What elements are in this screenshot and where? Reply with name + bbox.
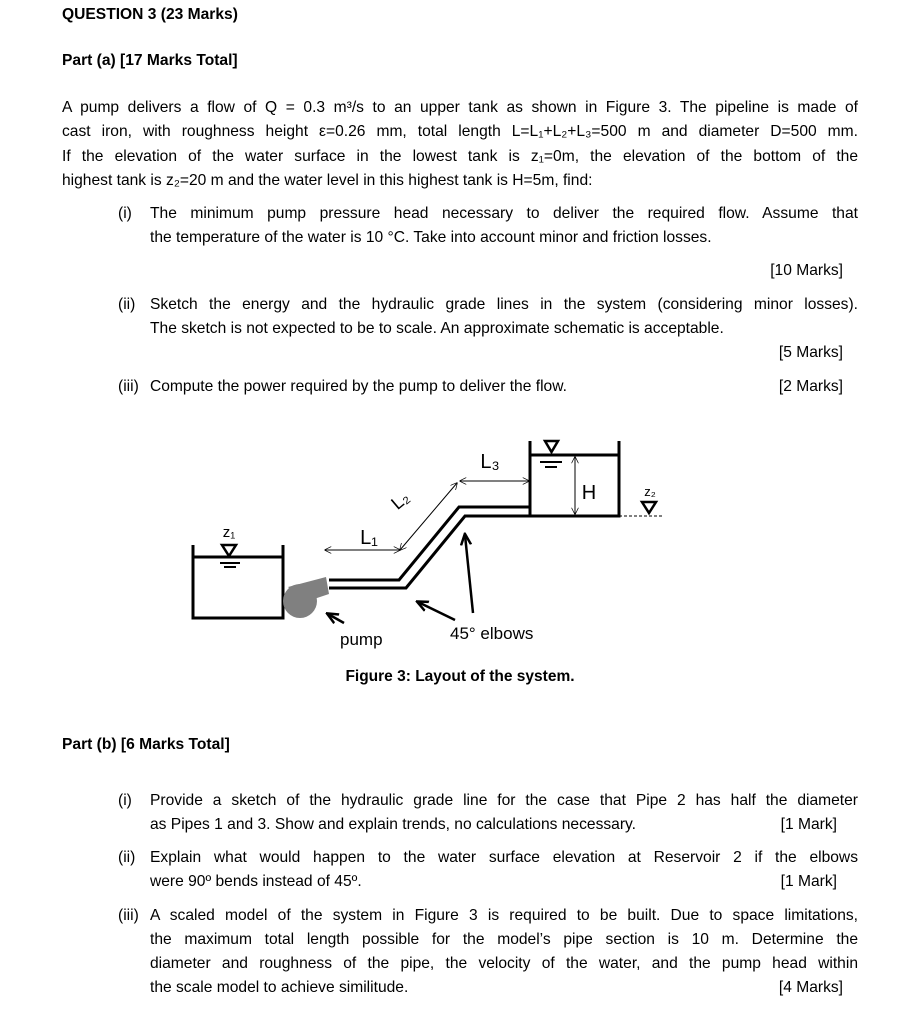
part-a-heading: Part (a) [17 Marks Total] — [62, 52, 238, 69]
intro-line: A pump delivers a flow of Q = 0.3 m³/s to an upper tank as shown in Figure 3. The pipeline is made of — [62, 99, 858, 116]
item-text: A scaled model of the system in Figure 3 is required to be built. Due to space limitations, — [150, 907, 858, 924]
item-number: (iii) — [118, 907, 139, 924]
label-elbows: 45° elbows — [450, 624, 534, 643]
item-marks: [10 Marks] — [770, 262, 843, 279]
figure-caption: Figure 3: Layout of the system. — [345, 668, 575, 685]
item-text: the scale model to achieve similitude. — [150, 979, 409, 996]
item-text: were 90º bends instead of 45º. — [150, 873, 362, 890]
dimension-L2 — [400, 483, 457, 550]
label-L2: L₂ — [387, 487, 414, 514]
elbow-pointer-arrow — [418, 602, 455, 620]
label-L1: L₁ — [360, 527, 378, 549]
item-text: diameter and roughness of the pipe, the velocity of the water, and the pump head within — [150, 955, 858, 972]
intro-line: highest tank is z₂=20 m and the water level in this highest tank is H=5m, find: — [62, 172, 593, 189]
label-L3: L₃ — [480, 451, 500, 473]
item-number: (ii) — [118, 296, 136, 313]
item-text: Compute the power required by the pump to deliver the flow. — [150, 378, 567, 395]
item-marks: [2 Marks] — [778, 378, 843, 395]
item-number: (i) — [118, 205, 132, 222]
item-text: the maximum total length possible for the model’s pipe section is 10 m. Determine the — [150, 931, 858, 948]
part-b-heading: Part (b) [6 Marks Total] — [62, 736, 230, 753]
item-text: as Pipes 1 and 3. Show and explain trends, no calculations necessary. — [150, 816, 637, 833]
water-level-icon — [545, 441, 558, 452]
intro-line: cast iron, with roughness height ε=0.26 mm, total length L=L₁+L₂+L₃=500 m and diameter D=500 mm. — [62, 123, 858, 140]
item-text: the temperature of the water is 10 °C. Take into account minor and friction losses. — [150, 229, 712, 246]
item-text: Provide a sketch of the hydraulic grade line for the case that Pipe 2 has half the diameter — [150, 792, 858, 809]
label-z1: z₁ — [222, 524, 236, 541]
item-text: Explain what would happen to the water surface elevation at Reservoir 2 if the elbows — [150, 849, 858, 866]
question-title: QUESTION 3 (23 Marks) — [62, 6, 238, 23]
label-pump: pump — [340, 630, 383, 649]
item-number: (ii) — [118, 849, 136, 866]
elbow-pointer-arrow — [465, 535, 473, 613]
water-level-icon — [222, 545, 236, 556]
label-H: H — [581, 482, 597, 504]
item-number: (i) — [118, 792, 132, 809]
item-marks: [4 Marks] — [778, 979, 843, 996]
intro-line: If the elevation of the water surface in the lowest tank is z₁=0m, the elevation of the bottom of the — [62, 148, 858, 165]
item-text: The minimum pump pressure head necessary to deliver the required flow. Assume that — [150, 205, 858, 222]
pump-pointer-arrow — [328, 614, 344, 623]
item-text: Sketch the energy and the hydraulic grade lines in the system (considering minor losses). — [150, 296, 858, 313]
item-marks: [1 Mark] — [780, 816, 837, 833]
item-marks: [5 Marks] — [778, 344, 843, 361]
label-z2: z₂ — [644, 484, 656, 499]
item-marks: [1 Mark] — [780, 873, 837, 890]
item-text: The sketch is not expected to be to scale. An approximate schematic is acceptable. — [150, 320, 724, 337]
datum-triangle-icon — [642, 502, 656, 513]
pump-icon — [283, 577, 329, 618]
item-number: (iii) — [118, 378, 139, 395]
